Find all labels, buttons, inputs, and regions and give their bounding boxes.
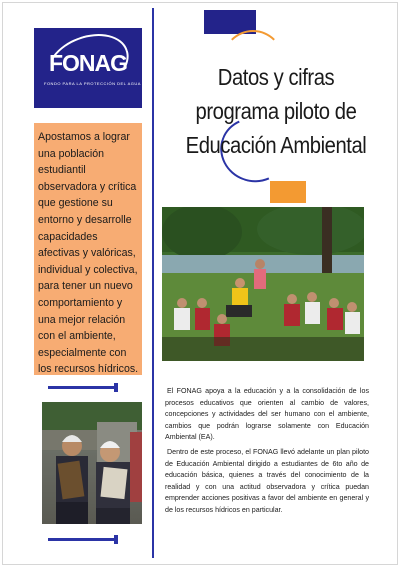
column-divider xyxy=(152,8,154,558)
callout-box xyxy=(34,123,142,375)
students-photo xyxy=(42,402,142,524)
group-activity-photo xyxy=(162,207,364,361)
accent-bar-tick xyxy=(114,383,118,392)
title-line-2: programa piloto de xyxy=(195,98,357,124)
title-line-3: Educación Ambiental xyxy=(185,132,367,158)
logo-tagline: FONDO PARA LA PROTECCIÓN DEL AGUA xyxy=(44,81,141,86)
accent-bar-lower xyxy=(48,538,114,541)
group-activity-illustration xyxy=(162,207,364,361)
accent-bar-tick xyxy=(114,535,118,544)
decor-orange-block xyxy=(270,181,306,203)
page-title xyxy=(174,60,378,162)
accent-bar-upper xyxy=(48,386,114,389)
callout-text: Apostamos a lograr una población estudiantil observadora y crítica que gestione su entorno y desarrolle capacidades afectivas y valóricas, individual y colectiva, para tener un nuevo comportamiento y una mejor relación con el ambiente, especialmente con los recursos hídricos. xyxy=(38,131,139,376)
body-paragraph-1: El FONAG apoya a la educación y a la consolidación de los procesos educativos que orienten al cambio de valores, concepciones y actividades del ser humano con el ambiente, cambios que podrán lograrse solamente con Educación Ambiental (EA). xyxy=(165,387,369,442)
logo-name: FONAG xyxy=(48,50,128,76)
students-photo-illustration xyxy=(42,402,142,524)
fonag-logo xyxy=(34,28,142,108)
body-paragraph-2: Dentro de este proceso, el FONAG llevó adelante un plan piloto de Educación Ambiental dirigido a estudiantes de 6to año de educación básica, quienes a través del conocimiento de la realidad y con una actitud observadora y crítica puedan emprender acciones positivas a favor del ambiente en general y de los recursos hídricos en particular. xyxy=(165,447,369,514)
title-line-1: Datos y cifras xyxy=(217,64,335,90)
body-text xyxy=(165,386,369,517)
